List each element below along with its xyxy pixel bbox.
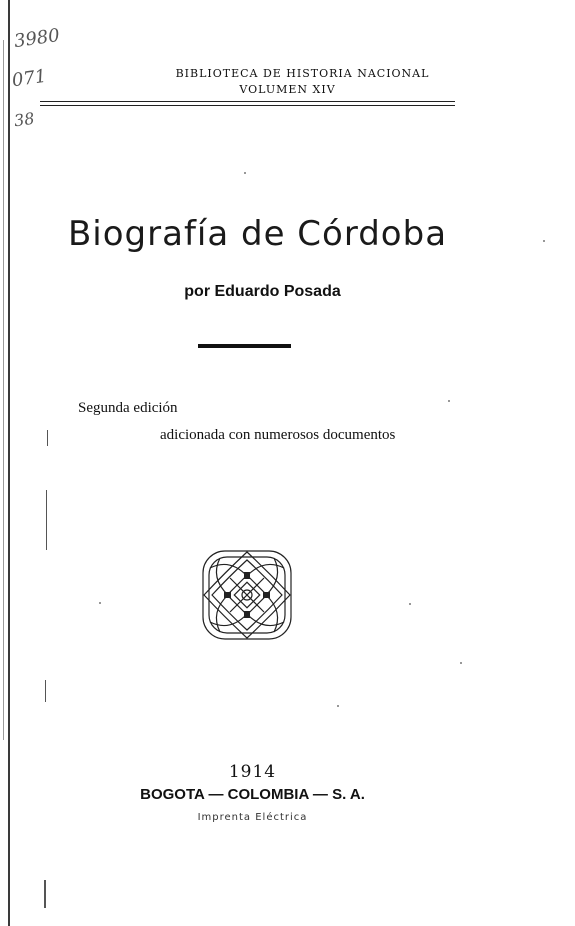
- scan-speck: [409, 603, 411, 605]
- knotwork-ornament-icon: [200, 548, 294, 642]
- pencil-mark-3: 38: [12, 108, 36, 131]
- margin-tick: [47, 430, 48, 446]
- pencil-mark-2: 071: [10, 65, 48, 92]
- book-title: Biografía de Córdoba: [67, 214, 448, 254]
- header-rule-bottom: [40, 105, 455, 106]
- publication-place: BOGOTA — COLOMBIA — S. A.: [140, 786, 365, 803]
- series-volume: VOLUMEN XIV: [239, 83, 336, 96]
- scan-speck: [244, 172, 246, 174]
- margin-tick: [44, 880, 46, 908]
- margin-tick: [45, 680, 46, 702]
- scan-speck: [460, 662, 462, 664]
- series-title: BIBLIOTECA DE HISTORIA NACIONAL: [175, 67, 430, 80]
- scan-speck: [543, 240, 545, 242]
- scan-speck: [337, 705, 339, 707]
- margin-tick: [46, 490, 47, 550]
- printer-name: Imprenta Eléctrica: [197, 812, 308, 823]
- edition-line: Segunda edición: [78, 400, 178, 416]
- author-line: por Eduardo Posada: [184, 283, 341, 300]
- title-divider: [198, 344, 291, 348]
- scan-speck: [99, 602, 101, 604]
- scan-speck: [448, 400, 450, 402]
- header-rule-top: [40, 101, 455, 102]
- publication-year: 1914: [228, 762, 277, 782]
- scan-edge-shadow: [3, 40, 4, 740]
- edition-note: adicionada con numerosos documentos: [160, 427, 396, 443]
- pencil-mark-1: 3980: [12, 24, 62, 53]
